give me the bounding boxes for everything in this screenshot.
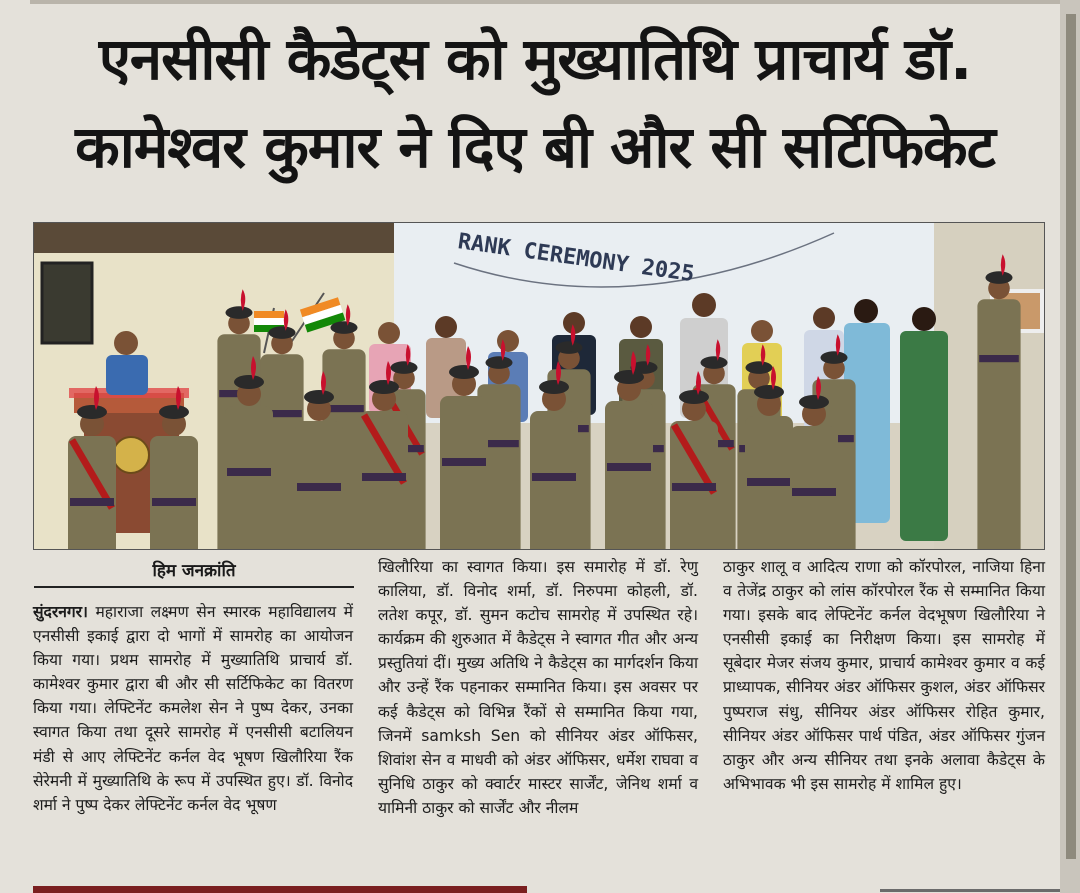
ncc-emblem-icon <box>113 437 149 473</box>
news-photo <box>33 222 1045 550</box>
bottom-rule-right <box>880 889 1060 892</box>
top-rule <box>30 0 1060 4</box>
headline-line-2: कामेश्वर कुमार ने दिए बी और सी सर्टिफिकेट <box>75 113 995 181</box>
article-column-2: खिलौरिया का स्वागत किया। इस समारोह में डॉ. रेणु कालिया, डॉ. विनोद शर्मा, डॉ. निरुपमा कोहली, डॉ. लतेश कपूर, डॉ. सुमन कटोच सामरोह में उपस्थित रहे। कार्यक्रम की शुरुआत में कैडेट्स ने स्वागत गीत और अन्य प्रस्तुतियां दीं। मुख्य अतिथि ने कैडेट्स का मार्गदर्शन किया और उन्हें रैंक पहनाकर सम्मानित किया। इस अवसर पर कई कैडेट्स को विभिन्न रैंकों से सम्मानित किया गया, जिनमें samksh Sen को सीनियर अंडर ऑफिसर, शिवांश सेन व माधवी को अंडर ऑफिसर, धर्मेश राघवा व सुनिधि ठाकुर को क्वार्टर मास्टर सार्जेंट, जेनिथ शर्मा व यामिनी ठाकुर को सार्जेंट और नीलम <box>378 558 698 817</box>
adjacent-page-edge <box>1060 0 1080 893</box>
byline: हिम जनक्रांति <box>152 561 236 581</box>
article-column-3: ठाकुर शालू व आदित्य राणा को कॉरपोरल, नाजिया हिना व तेजेंद्र ठाकुर को लांस कॉरपोरल रैंक से सम्मानित किया गया। इसके बाद लेफ्टिनेंट कर्नल वेदभूषण खिलौरिया ने एनसीसी इकाई का निरीक्षण किया। इस सामरोह में सूबेदार मेजर संजय कुमार, प्राचार्य कामेश्वर कुमार व कई प्राध्यापक, सीनियर अंडर ऑफिसर कुशल, अंडर ऑफिसर पुष्पराज संधु, सीनियर अंडर ऑफिसर रोहित कुमार, सीनियर अंडर ऑफिसर पार्थ पंडित, अंडर ऑफिसर गुंजन ठाकुर और अन्य सीनियर तथा इनके अलावा कैडेट्स के अभिभावक भी इस सामरोह में शामिल हुए। <box>723 558 1045 793</box>
banner-text: RANK CEREMONY 2025 <box>456 229 696 288</box>
dateline: सुंदरनगर। <box>33 603 88 621</box>
headline-line-1: एनसीसी कैडेट्स को मुख्यातिथि प्राचार्य डॉ. <box>98 25 972 93</box>
column-1-text: महाराजा लक्ष्मण सेन स्मारक महाविद्यालय में एनसीसी इकाई द्वारा दो भागों में सामरोह का आयोजन किया गया। प्रथम सामरोह में मुख्यातिथि प्राचार्य डॉ. कामेश्वर कुमार द्वारा बी और सी सर्टिफिकेट का वितरण किया गया। लेफ्टिनेंट कमलेश सेन ने पुष्प देकर, उनका स्वागत किया तथा दूसरे सामरोह में एनसीसी बटालियन मंडी से आए लेफ्टिनेंट कर्नल वेद भूषण खिलौरिया रैंक सेरेमनी में मुख्यातिथि के रूप में उपस्थित हुए। डॉ. विनोद शर्मा ने पुष्प देकर लेफ्टिनेंट कर्नल वेद भूषण <box>33 603 353 814</box>
article-column-1 <box>33 600 353 817</box>
bottom-rule-left <box>33 886 527 893</box>
byline-box <box>34 558 354 588</box>
